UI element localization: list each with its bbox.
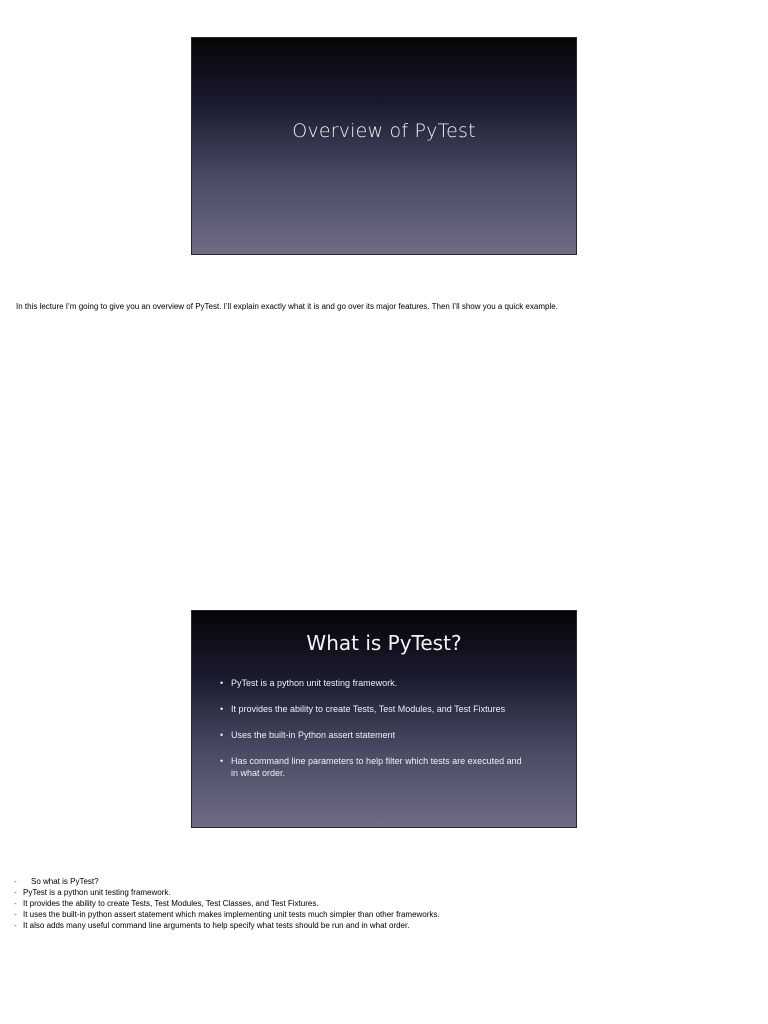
dash-icon: -: [14, 899, 17, 908]
bullet-icon: •: [220, 704, 224, 714]
dash-icon: -: [14, 888, 17, 897]
notes-text: It uses the built-in python assert statement which makes implementing unit tests much simpler than other frameworks.: [23, 910, 440, 919]
slide-bullet: [220, 703, 526, 715]
slide-title: What is PyTest?: [306, 631, 462, 655]
slide-overview: [191, 37, 577, 255]
notes-item: [14, 887, 440, 898]
slide-bullet: [220, 755, 526, 779]
bullet-text: PyTest is a python unit testing framework.: [231, 678, 398, 688]
dash-icon: -: [14, 910, 17, 919]
notes-text: It also adds many useful command line arguments to help specify what tests should be run and in what order.: [23, 921, 410, 930]
notes-text: It provides the ability to create Tests, Test Modules, Test Classes, and Test Fixtures.: [23, 899, 319, 908]
notes-text: So what is PyTest?: [31, 877, 99, 886]
slide-what-is-pytest: [191, 610, 577, 828]
speaker-notes: In this lecture I’m going to give you an overview of PyTest. I’ll explain exactly what it is and go over its major features. Then I’ll show you a quick example.: [16, 302, 558, 311]
bullet-icon: •: [220, 678, 224, 688]
slide-bullet: [220, 729, 526, 741]
notes-item: [14, 909, 440, 920]
notes-item: [14, 898, 440, 909]
notes-item: [14, 876, 440, 887]
slide-title: Overview of PyTest: [292, 120, 476, 142]
slide-bullet-list: [220, 677, 526, 793]
dash-icon: -: [14, 921, 17, 930]
bullet-text: Uses the built-in Python assert statement: [231, 730, 396, 740]
bullet-text: Has command line parameters to help filter which tests are executed and in what order.: [231, 756, 522, 778]
slide-bullet: [220, 677, 526, 689]
speaker-notes-list: [14, 876, 440, 931]
bullet-icon: •: [220, 756, 224, 766]
notes-text: PyTest is a python unit testing framework.: [23, 888, 171, 897]
notes-item: [14, 920, 440, 931]
dash-icon: -: [14, 877, 17, 886]
bullet-text: It provides the ability to create Tests, Test Modules, and Test Fixtures: [231, 704, 506, 714]
bullet-icon: •: [220, 730, 224, 740]
